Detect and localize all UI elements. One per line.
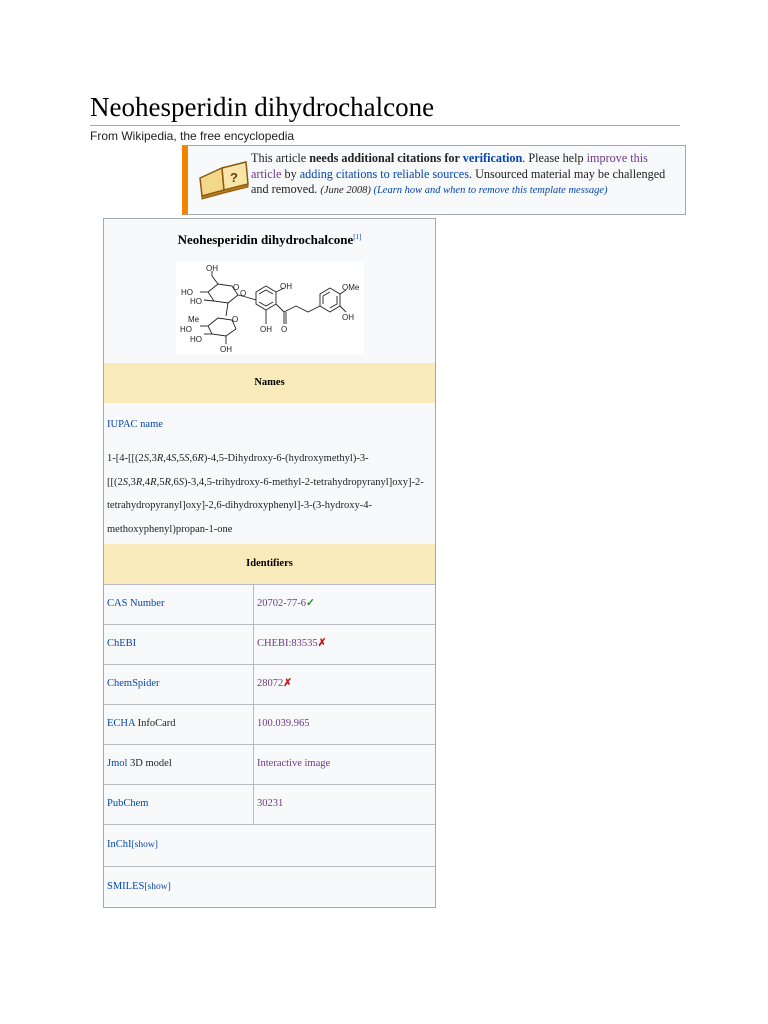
smiles-row bbox=[104, 866, 435, 907]
adding-citations-link[interactable]: adding citations to reliable sources bbox=[299, 166, 469, 181]
pubchem-value[interactable]: 30231 bbox=[257, 798, 284, 809]
row-divider bbox=[104, 624, 435, 625]
unverified-cross-icon[interactable]: ✗ bbox=[317, 638, 327, 649]
notice-text-part: . Unsourced material may be challenged and removed. bbox=[251, 166, 666, 196]
verified-check-icon[interactable]: ✓ bbox=[306, 598, 315, 609]
inchi-show-toggle[interactable]: [show] bbox=[131, 840, 158, 850]
notice-text bbox=[251, 151, 681, 199]
iupac-name-value: 1-[4-[[(2S,3R,4S,5S,6R)-4,5-Dihydroxy-6-(hydroxymethyl)-3-[[(2S,3R,4R,5R,6S)-3,4,5-trihydroxy-6-methyl-2-tetrahydropyranyl]oxy]-2-tetrahydropyranyl]oxy]-2,6-dihydroxyphenyl]-3-(3-hydroxy-4-methoxyphenyl)propan-1-one bbox=[107, 453, 424, 535]
atom-label: O bbox=[232, 315, 239, 324]
inchi-row bbox=[104, 824, 435, 866]
smiles-link[interactable]: SMILES bbox=[107, 881, 145, 892]
infobox-caption bbox=[104, 219, 435, 255]
smiles-show-toggle[interactable]: [show] bbox=[144, 882, 171, 892]
cell-divider bbox=[253, 664, 254, 704]
atom-label: O bbox=[233, 283, 240, 292]
row-divider bbox=[104, 824, 435, 825]
cas-number-value[interactable]: 20702-77-6 bbox=[257, 598, 306, 609]
inchi-link[interactable]: InChI bbox=[107, 839, 132, 850]
cell-divider bbox=[253, 624, 254, 664]
identifiers-section-header: Identifiers bbox=[104, 544, 435, 584]
notice-text-part: by bbox=[281, 166, 300, 181]
atom-label: HO bbox=[190, 297, 202, 306]
title-divider bbox=[90, 125, 680, 126]
row-divider bbox=[104, 584, 435, 585]
cell-divider bbox=[253, 744, 254, 784]
atom-label: OMe bbox=[342, 283, 360, 292]
jmol-label bbox=[107, 744, 172, 784]
iupac-name-link[interactable]: IUPAC name bbox=[107, 419, 163, 430]
pubchem-link[interactable]: PubChem bbox=[107, 798, 149, 809]
echa-infocard-row bbox=[104, 704, 435, 744]
notice-text-part: This article bbox=[251, 151, 310, 165]
notice-date: (June 2008) bbox=[320, 185, 371, 196]
echa-label-suffix: InfoCard bbox=[135, 718, 176, 729]
jmol-link[interactable]: Jmol bbox=[107, 758, 128, 769]
iupac-name-row bbox=[104, 403, 435, 544]
unverified-cross-icon[interactable]: ✗ bbox=[283, 678, 293, 689]
site-tagline: From Wikipedia, the free encyclopedia bbox=[90, 129, 295, 143]
chebi-value[interactable]: CHEBI:83535 bbox=[257, 638, 318, 649]
atom-label: OH bbox=[342, 313, 354, 322]
notice-emphasis: needs additional citations for bbox=[309, 151, 463, 165]
cell-divider bbox=[253, 584, 254, 624]
row-divider bbox=[104, 866, 435, 867]
citation-needed-notice bbox=[182, 145, 686, 215]
row-divider bbox=[104, 664, 435, 665]
jmol-label-suffix: 3D model bbox=[127, 758, 172, 769]
chembox-infobox bbox=[103, 218, 436, 908]
row-divider bbox=[104, 704, 435, 705]
notice-text-part: . Please help bbox=[522, 151, 587, 165]
structure-image-cell bbox=[104, 255, 435, 363]
atom-label: O bbox=[240, 289, 247, 298]
reference-link[interactable]: [1] bbox=[353, 233, 362, 241]
row-divider bbox=[104, 784, 435, 785]
page-title: Neohesperidin dihydrochalcone bbox=[90, 92, 435, 122]
remove-template-link[interactable]: (Learn how and when to remove this template message) bbox=[370, 185, 608, 196]
chemspider-link[interactable]: ChemSpider bbox=[107, 678, 160, 689]
chemspider-value[interactable]: 28072 bbox=[257, 678, 284, 689]
atom-label: Me bbox=[188, 315, 200, 324]
chebi-link[interactable]: ChEBI bbox=[107, 638, 137, 649]
improve-article-link[interactable]: improve this article bbox=[251, 151, 648, 181]
pubchem-row bbox=[104, 784, 435, 824]
verification-link[interactable]: verification bbox=[462, 151, 523, 165]
atom-label: HO bbox=[190, 335, 202, 344]
echa-link[interactable]: ECHA bbox=[107, 718, 136, 729]
atom-label: OH bbox=[260, 325, 272, 334]
book-question-icon bbox=[196, 156, 252, 200]
chemspider-row bbox=[104, 664, 435, 704]
infobox-title: Neohesperidin dihydrochalcone bbox=[177, 232, 354, 247]
echa-label bbox=[107, 704, 176, 744]
atom-label: OH bbox=[206, 264, 218, 273]
jmol-row bbox=[104, 744, 435, 784]
cas-number-row bbox=[104, 584, 435, 624]
interactive-image-link[interactable]: Interactive image bbox=[257, 758, 331, 769]
cell-divider bbox=[253, 704, 254, 744]
svg-text:?: ? bbox=[230, 170, 238, 185]
atom-label: O bbox=[281, 325, 288, 334]
atom-label: OH bbox=[280, 282, 292, 291]
atom-label: HO bbox=[180, 325, 192, 334]
cell-divider bbox=[253, 784, 254, 824]
atom-label: HO bbox=[181, 288, 193, 297]
echa-value[interactable]: 100.039.965 bbox=[257, 718, 310, 729]
row-divider bbox=[104, 744, 435, 745]
chebi-row bbox=[104, 624, 435, 664]
atom-label: OH bbox=[220, 345, 232, 354]
names-section-header: Names bbox=[104, 363, 435, 403]
cas-number-link[interactable]: CAS Number bbox=[107, 598, 165, 609]
chemical-structure-diagram[interactable] bbox=[176, 262, 364, 354]
